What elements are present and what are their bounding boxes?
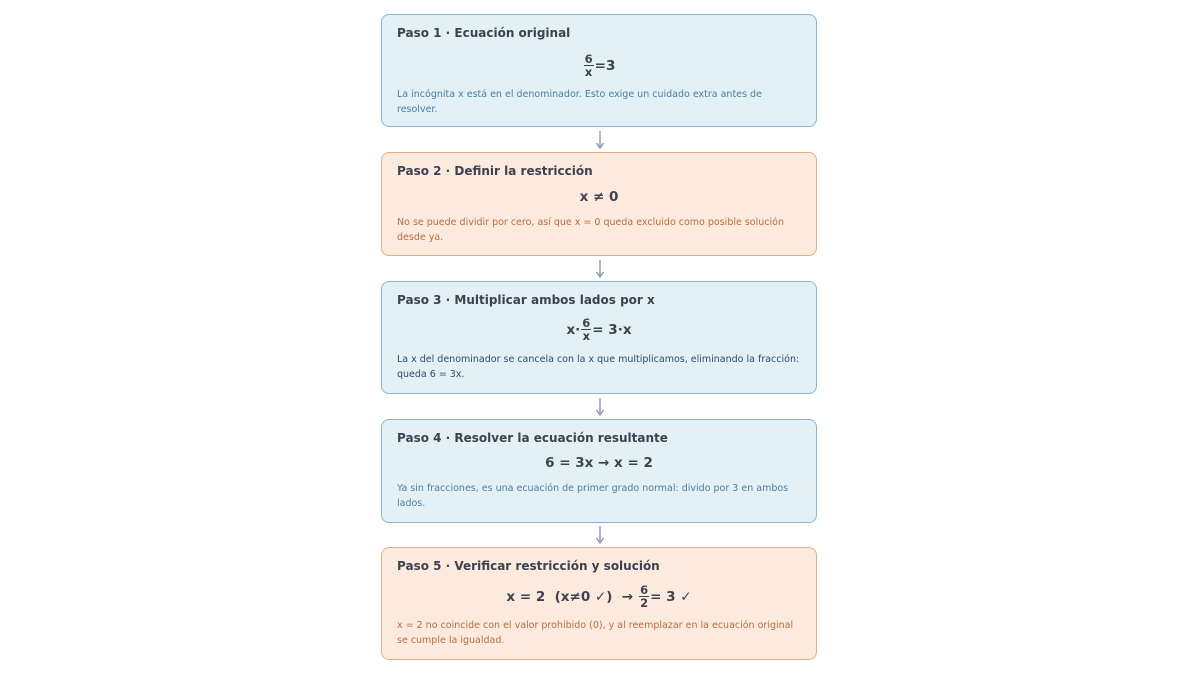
step-4-title: Paso 4 · Resolver la ecuación resultante	[397, 431, 668, 445]
step-5-fraction	[639, 584, 649, 609]
step-4-card	[381, 419, 817, 523]
step-5-title: Paso 5 · Verificar restricción y solución	[397, 559, 660, 573]
step-3-title: Paso 3 · Multiplicar ambos lados por x	[397, 293, 655, 307]
arrow-down-icon	[594, 130, 606, 150]
fraction-numerator: 6	[584, 52, 593, 66]
step-3-description: La x del denominador se cancela con la x que multiplicamos, eliminando la fracción: queda 6 = 3x.	[397, 354, 800, 380]
formula-rest: = 3·x	[592, 321, 632, 338]
step-2-formula: x ≠ 0	[579, 189, 619, 205]
step-1-card	[381, 14, 817, 127]
step-5-card	[381, 547, 817, 660]
formula-rest: =3	[594, 57, 616, 74]
arrow-down-icon	[594, 397, 606, 417]
step-1-formula	[382, 53, 816, 78]
step-2-title: Paso 2 · Definir la restricción	[397, 164, 593, 178]
step-2-description: No se puede dividir por cero, así que x = 0 queda excluido como posible solución desde ya.	[397, 217, 784, 243]
arrow-down-icon	[594, 259, 606, 279]
step-4-formula: 6 = 3x → x = 2	[545, 455, 653, 471]
fraction-numerator: 6	[582, 316, 591, 330]
arrow-down-icon	[594, 525, 606, 545]
step-5-description: x = 2 no coincide con el valor prohibido (0), y al reemplazar en la ecuación original se cumple la igualdad.	[397, 620, 794, 646]
step-1-description: La incógnita x está en el denominador. Esto exige un cuidado extra antes de resolver.	[397, 89, 762, 115]
fraction-denominator: x	[584, 65, 593, 79]
fraction-denominator: x	[582, 329, 590, 343]
step-3-card	[381, 281, 817, 394]
fraction-denominator: 2	[640, 596, 649, 610]
formula-prefix: x·	[566, 321, 581, 338]
formula-rest: = 3 ✓	[650, 588, 692, 605]
step-2-card	[381, 152, 817, 256]
step-3-formula	[382, 317, 816, 342]
step-4-description: Ya sin fracciones, es una ecuación de primer grado normal: divido por 3 en ambos lados.	[397, 483, 789, 509]
formula-prefix: x = 2 (x≠0 ✓) →	[506, 588, 634, 605]
step-1-title: Paso 1 · Ecuación original	[397, 26, 571, 40]
step-1-fraction	[584, 53, 594, 78]
step-3-fraction	[581, 317, 591, 342]
fraction-numerator: 6	[640, 583, 649, 597]
step-5-formula	[382, 584, 816, 609]
